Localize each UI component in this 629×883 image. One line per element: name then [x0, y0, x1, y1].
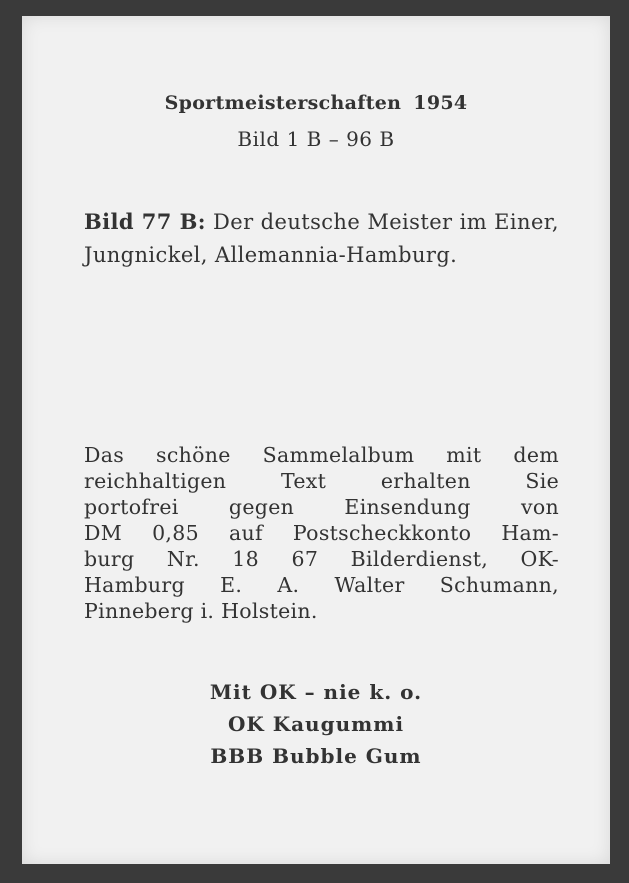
- card-number-label: Bild 77 B:: [84, 209, 206, 234]
- album-info-line: Hamburg E. A. Walter Schumann,: [84, 573, 559, 597]
- slogan-line-1: Mit OK – nie k. o.: [209, 680, 423, 704]
- album-info: [84, 442, 559, 624]
- album-info-line: DM 0,85 auf Postscheckkonto Ham-: [84, 521, 559, 545]
- slogan-line-2: OK Kaugummi: [227, 712, 405, 736]
- album-info-line: burg Nr. 18 67 Bilderdienst, OK-: [84, 547, 559, 571]
- card-description-text: Der deutsche Meister im Einer, Jungnickel, Allemannia-Hamburg.: [84, 210, 559, 267]
- trading-card-back: [22, 16, 610, 864]
- album-info-line: reichhaltigen Text erhalten Sie: [84, 469, 559, 493]
- album-info-line: portofrei gegen Einsendung von: [84, 495, 559, 519]
- slogans: [22, 676, 610, 772]
- album-info-line: Pinneberg i. Holstein.: [84, 599, 318, 623]
- card-description: [84, 205, 559, 272]
- series-title-text: Sportmeisterschaften: [164, 92, 402, 114]
- series-year: 1954: [413, 92, 468, 114]
- slogan-line-3: BBB Bubble Gum: [210, 744, 422, 768]
- series-title: [22, 92, 610, 114]
- album-info-line: Das schöne Sammelalbum mit dem: [84, 443, 559, 467]
- series-range: Bild 1 B – 96 B: [237, 127, 395, 151]
